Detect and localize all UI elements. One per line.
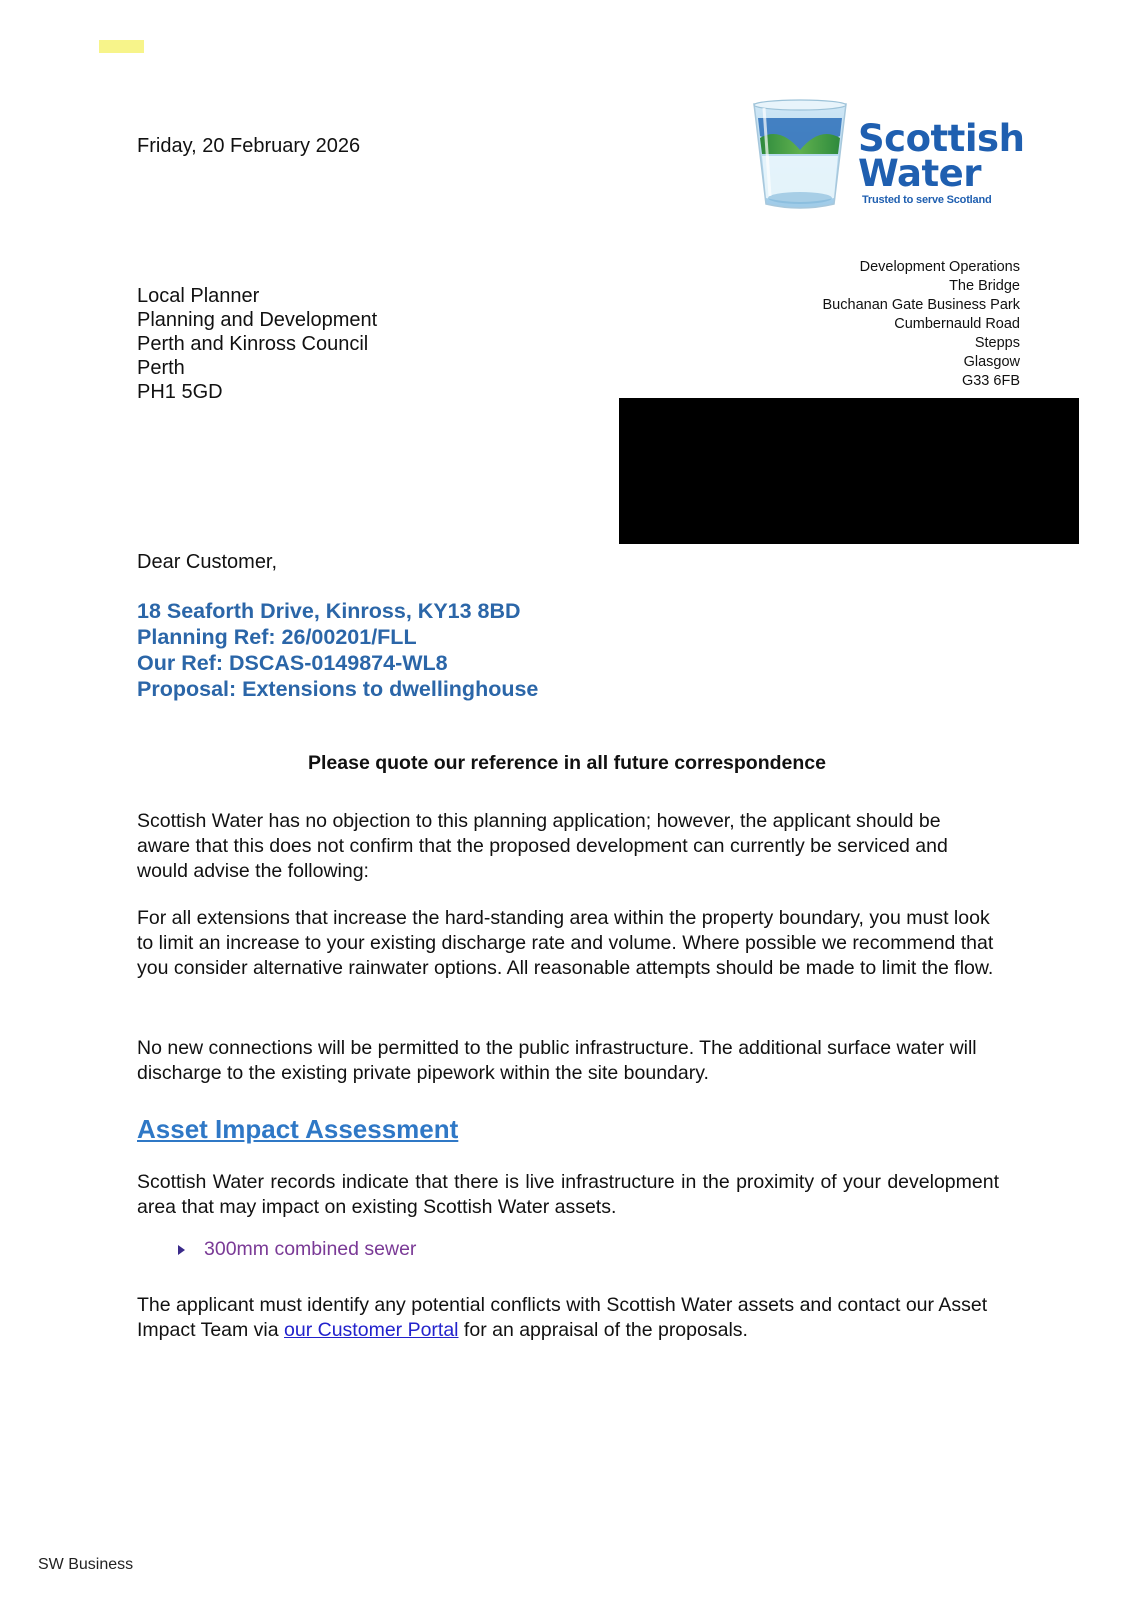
- reference-block: [137, 598, 538, 702]
- recipient-line: PH1 5GD: [137, 381, 223, 403]
- asset-item-text: 300mm combined sewer: [204, 1238, 417, 1260]
- paragraph-live-infrastructure: Scottish Water records indicate that there is live infrastructure in the proximity of your development area that may impact on existing Scottish Water assets.: [137, 1171, 999, 1218]
- planning-ref: Planning Ref: 26/00201/FLL: [137, 625, 417, 649]
- quote-notice: Please quote our reference in all future correspondence: [308, 752, 826, 774]
- customer-portal-link[interactable]: our Customer Portal: [284, 1319, 459, 1341]
- scottish-water-logo: [750, 98, 1025, 218]
- sender-line: G33 6FB: [961, 373, 1020, 389]
- sender-line: Glasgow: [963, 354, 1020, 370]
- asset-impact-heading: Asset Impact Assessment: [137, 1114, 459, 1144]
- sender-line: Stepps: [974, 335, 1020, 351]
- logo-text-line-1: Scottish: [858, 117, 1025, 160]
- paragraph-text-start: The applicant must identify any potential conflicts with Scottish Water assets and contact our Asset Impact Team via: [137, 1294, 988, 1341]
- proposal: Proposal: Extensions to dwellinghouse: [137, 677, 539, 701]
- paragraph-connections: No new connections will be permitted to the public infrastructure. The additional surface water will discharge to the existing private pipework within the site boundary.: [137, 1037, 977, 1084]
- recipient-address: [137, 284, 377, 404]
- site-address: 18 Seaforth Drive, Kinross, KY13 8BD: [137, 599, 521, 623]
- recipient-line: Perth: [137, 357, 185, 379]
- highlight-mark: [99, 40, 144, 53]
- paragraph-asset-impact-team: [137, 1293, 999, 1343]
- paragraph-text-end: for an appraisal of the proposals.: [458, 1319, 748, 1341]
- sender-line: Cumbernauld Road: [894, 316, 1020, 332]
- salutation: Dear Customer,: [137, 551, 278, 573]
- sender-line: Development Operations: [859, 259, 1020, 275]
- logo-text-line-2: Water: [858, 152, 981, 195]
- recipient-line: Planning and Development: [137, 309, 378, 331]
- recipient-line: Local Planner: [137, 285, 260, 307]
- bullet-arrow-icon: [178, 1245, 185, 1255]
- recipient-line: Perth and Kinross Council: [137, 333, 369, 355]
- sender-line: The Bridge: [949, 278, 1020, 294]
- paragraph-extensions: For all extensions that increase the hard-standing area within the property boundary, you must look to limit an increase to your existing discharge rate and volume. Where possible we recommend that you consider alternative rainwater options. All reasonable attempts should be made to limit the flow.: [137, 907, 994, 979]
- paragraph-no-objection: Scottish Water has no objection to this planning application; however, the applicant should be aware that this does not confirm that the proposed development can currently be serviced and would advise the following:: [137, 810, 948, 882]
- glass-icon: [750, 98, 850, 210]
- our-ref-label: Our Ref: [137, 651, 216, 675]
- redaction-block: [619, 398, 1079, 544]
- our-ref-value: : DSCAS-0149874-WL8: [215, 651, 448, 675]
- letter-date: Friday, 20 February 2026: [137, 135, 361, 157]
- sender-line: Buchanan Gate Business Park: [822, 297, 1020, 313]
- sender-address: [823, 258, 1020, 391]
- our-ref: [137, 650, 538, 676]
- footer-classification: SW Business: [38, 1556, 134, 1573]
- asset-list-item: [178, 1238, 416, 1261]
- logo-tagline: Trusted to serve Scotland: [862, 194, 992, 206]
